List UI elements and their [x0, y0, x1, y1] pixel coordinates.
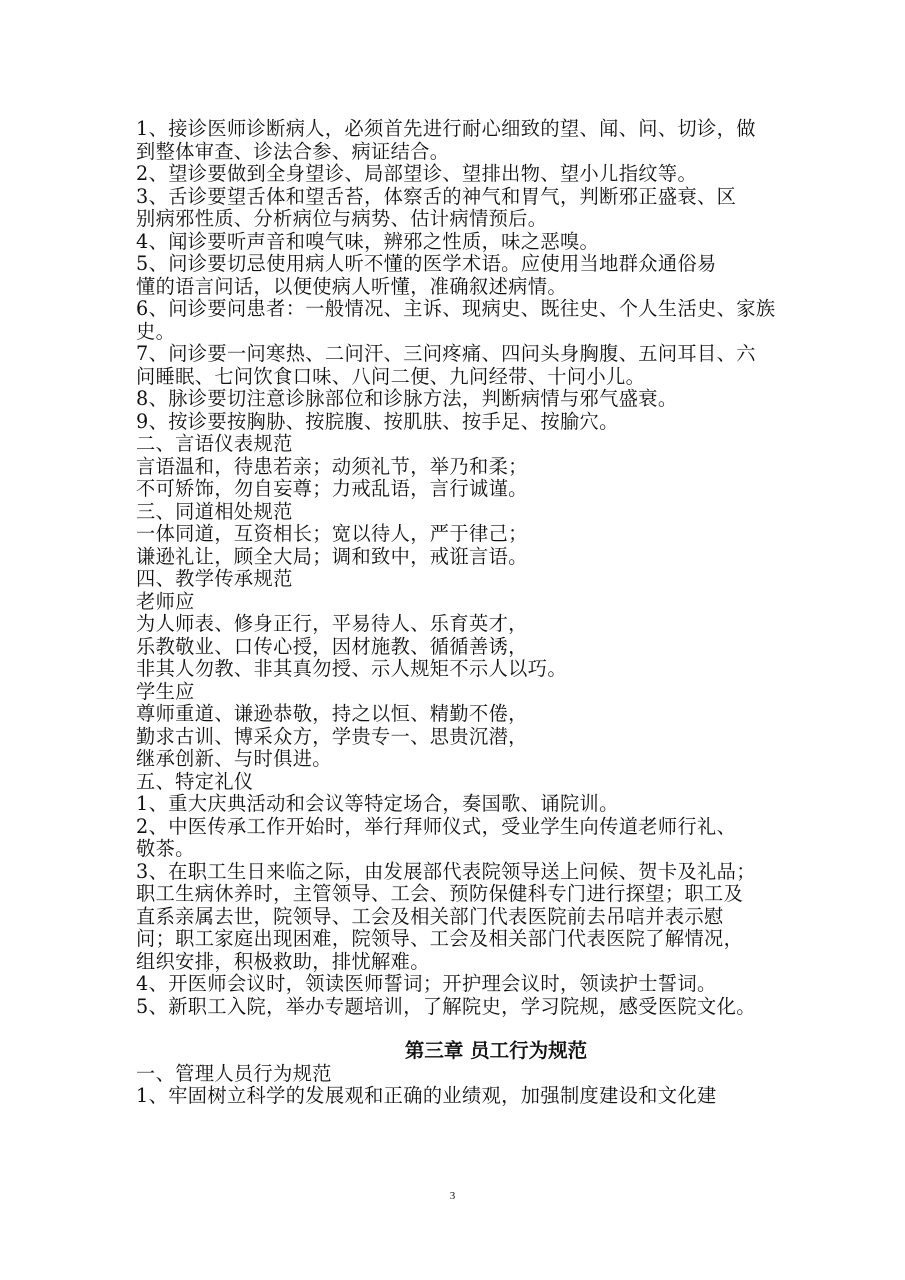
- text-line: 4、闻诊要听声音和嗅气味，辨邪之性质，味之恶嗅。: [136, 229, 600, 253]
- text-line: 问；职工家庭出现困难，院领导、工会及相关部门代表医院了解情况，: [136, 927, 744, 950]
- subheading: 老师应: [136, 589, 195, 613]
- section-heading: 五、特定礼仪: [136, 769, 254, 793]
- text-line: 言语温和，待患若亲；动须礼节，举乃和柔；: [136, 454, 528, 478]
- section-bottom: [136, 1063, 776, 1108]
- text-line: 直系亲属去世，院领导、工会及相关部门代表医院前去吊唁并表示慰: [136, 904, 724, 928]
- text-line: 3、在职工生日来临之际，由发展部代表院领导送上问候、贺卡及礼品；: [136, 859, 756, 883]
- document-body: [136, 118, 776, 1108]
- text-line: 2、望诊要做到全身望诊、局部望诊、望排出物、望小儿指纹等。: [136, 162, 698, 185]
- text-line: 1、牢固树立科学的发展观和正确的业绩观，加强制度建设和文化建: [136, 1084, 717, 1107]
- page-number: 3: [449, 1190, 456, 1202]
- section-heading: 二、言语仪表规范: [136, 432, 293, 455]
- text-line: 1、接诊医师诊断病人，必须首先进行耐心细致的望、闻、问、切诊，做: [136, 117, 756, 140]
- text-line: 问睡眠、七问饮食口味、八问二便、九问经带、十问小儿。: [136, 364, 646, 388]
- text-line: 一体同道，互资相长；宽以待人，严于律己；: [136, 522, 528, 545]
- section-heading: 四、教学传承规范: [136, 567, 293, 590]
- text-line: 职工生病休养时，主管领导、工会、预防保健科专门进行探望；职工及: [136, 882, 744, 905]
- text-line: 2、中医传承工作开始时，举行拜师仪式，受业学生向传道老师行礼、: [136, 814, 737, 838]
- text-line: 谦逊礼让，顾全大局；调和致中，戒诳言语。: [136, 544, 528, 568]
- section-heading: 三、同道相处规范: [136, 499, 293, 523]
- spacer: [136, 1018, 776, 1040]
- text-line: 5、新职工入院，举办专题培训，了解院史，学习院规，感受医院文化。: [136, 994, 756, 1018]
- text-line: 7、问诊要一问寒热、二问汗、三问疼痛、四问头身胸腹、五问耳目、六: [136, 342, 756, 365]
- text-line: 继承创新、与时俱进。: [136, 747, 332, 770]
- text-line: 乐教敬业、口传心授，因材施教、循循善诱，: [136, 634, 528, 658]
- text-line: 9、按诊要按胸胁、按脘腹、按肌肤、按手足、按腧穴。: [136, 409, 619, 433]
- text-line: 为人师表、修身正行，平易待人、乐育英才，: [136, 612, 528, 635]
- text-line: 史。: [136, 319, 176, 343]
- text-line: 到整体审查、诊法合参、病证结合。: [136, 139, 450, 163]
- text-line: 敬茶。: [136, 837, 195, 860]
- text-line: 3、舌诊要望舌体和望舌苔，体察舌的神气和胃气，判断邪正盛衰、区: [136, 184, 737, 208]
- text-line: 8、脉诊要切注意诊脉部位和诊脉方法，判断病情与邪气盛衰。: [136, 387, 678, 410]
- text-line: 尊师重道、谦逊恭敬，持之以恒、精勤不倦，: [136, 702, 528, 725]
- section-top: [136, 118, 776, 1018]
- section-heading: 一、管理人员行为规范: [136, 1061, 332, 1085]
- text-line: 别病邪性质、分析病位与病势、估计病情预后。: [136, 207, 548, 230]
- text-line: 勤求古训、博采众方，学贵专一、思贵沉潜，: [136, 724, 528, 748]
- text-line: 1、重大庆典活动和会议等特定场合，奏国歌、诵院训。: [136, 792, 619, 815]
- text-line: 组织安排，积极救助，排忧解难。: [136, 949, 430, 973]
- text-line: 4、开医师会议时，领读医师誓词；开护理会议时，领读护士誓词。: [136, 972, 717, 995]
- subheading: 学生应: [136, 679, 195, 703]
- chapter-title: 第三章 员工行为规范: [404, 1039, 588, 1062]
- text-line: 懂的语言问话，以便使病人听懂，准确叙述病情。: [136, 274, 567, 298]
- text-line: 不可矫饰，勿自妄尊；力戒乱语，言行诚谨。: [136, 477, 528, 500]
- text-line: 5、问诊要切忌使用病人听不懂的医学术语。应使用当地群众通俗易: [136, 252, 717, 275]
- text-line: 非其人勿教、非其真勿授、示人规矩不示人以巧。: [136, 657, 567, 680]
- text-line: 6、问诊要问患者：一般情况、主诉、现病史、既往史、个人生活史、家族: [136, 297, 776, 320]
